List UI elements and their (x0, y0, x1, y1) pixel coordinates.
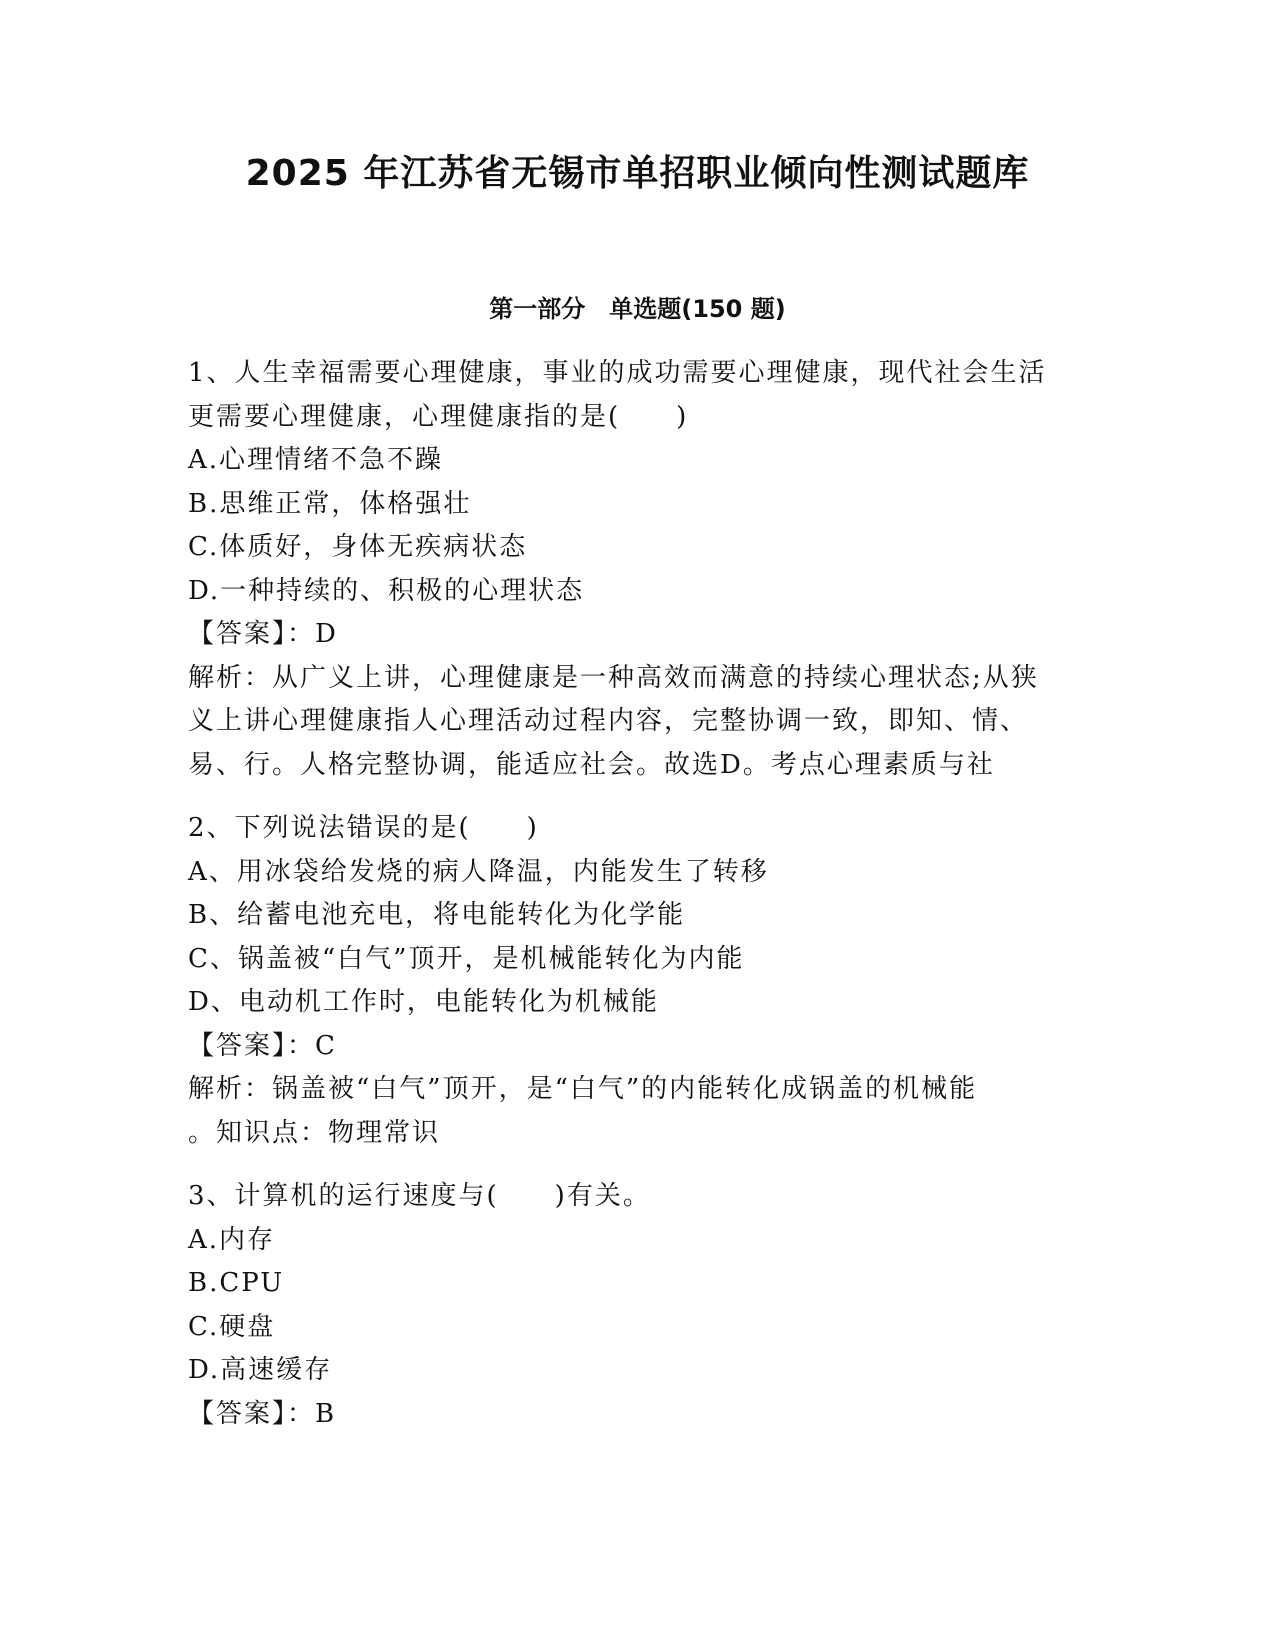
question-stem-line: 3、计算机的运行速度与( )有关。 (188, 1181, 651, 1211)
question-list (188, 352, 1088, 1436)
analysis-line: 。知识点：物理常识 (188, 1117, 441, 1148)
option-b: B、给蓄电池充电，将电能转化为化学能 (188, 900, 686, 930)
question-item (188, 807, 1088, 1155)
section-title: 第一部分 单选题(150 题) (489, 295, 786, 323)
question-stem-line: 1、人生幸福需要心理健康，事业的成功需要心理健康，现代社会生活 (188, 358, 1047, 388)
question-gap (188, 1155, 1088, 1175)
question-item (188, 1175, 1088, 1436)
answer-line: 【答案】：D (188, 619, 338, 649)
option-b: B.思维正常，体格强壮 (188, 488, 472, 519)
analysis-line: 解析：从广义上讲，心理健康是一种高效而满意的持续心理状态;从狭 (188, 662, 1039, 693)
question-gap (188, 787, 1088, 807)
option-c: C、锅盖被“白气”顶开，是机械能转化为内能 (188, 943, 745, 974)
option-a: A、用冰袋给发烧的病人降温，内能发生了转移 (188, 856, 769, 887)
document-title: 2025 年江苏省无锡市单招职业倾向性测试题库 (245, 153, 1030, 194)
question-item (188, 352, 1088, 787)
question-stem-line: 更需要心理健康，心理健康指的是( ) (188, 401, 689, 432)
option-c: C.体质好，身体无疾病状态 (188, 532, 528, 562)
option-c: C.硬盘 (188, 1311, 276, 1342)
answer-line: 【答案】：C (188, 1030, 337, 1061)
analysis-line: 义上讲心理健康指人心理活动过程内容，完整协调一致，即知、情、 (188, 706, 1029, 736)
answer-line: 【答案】：B (188, 1398, 337, 1429)
option-a: A.心理情绪不急不躁 (188, 445, 444, 475)
option-d: D.高速缓存 (188, 1355, 333, 1385)
option-a: A.内存 (188, 1224, 276, 1255)
analysis-line: 易、行。人格完整协调，能适应社会。故选D。考点心理素质与社 (188, 749, 995, 780)
question-stem-line: 2、下列说法错误的是( ) (188, 813, 539, 843)
option-b: B.CPU (188, 1268, 285, 1298)
analysis-line: 解析：锅盖被“白气”顶开，是“白气”的内能转化成锅盖的机械能 (188, 1074, 978, 1104)
option-d: D、电动机工作时，电能转化为机械能 (188, 987, 659, 1017)
option-d: D.一种持续的、积极的心理状态 (188, 575, 585, 606)
